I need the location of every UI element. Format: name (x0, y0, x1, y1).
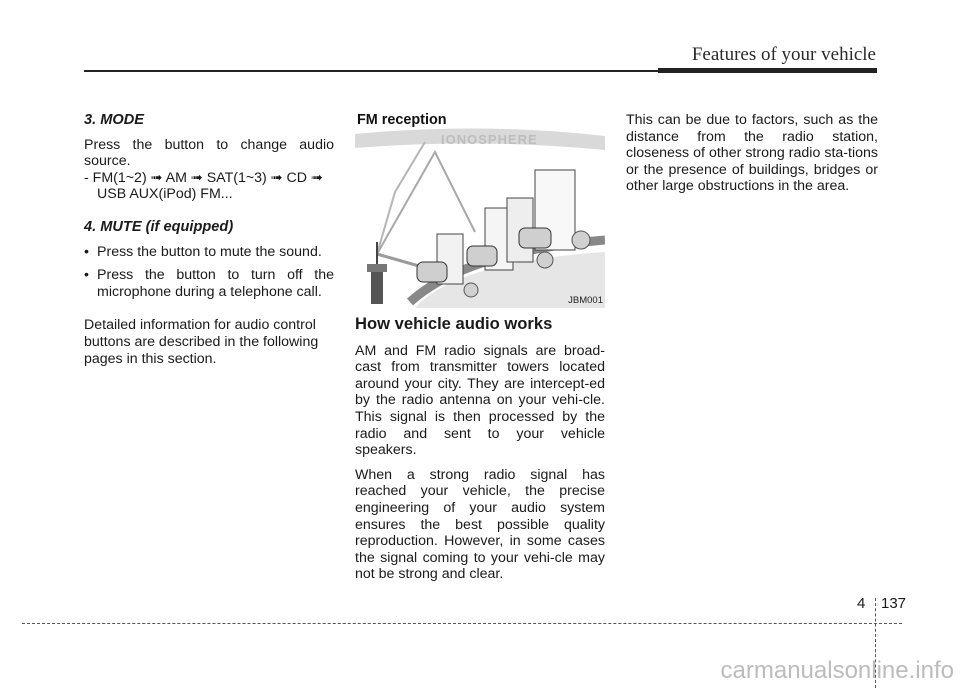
signal-ray (377, 142, 425, 254)
mode-heading: 3. MODE (84, 112, 145, 128)
detail-text: Detailed information for audio control buttons are described in the following pages in this section. (84, 317, 319, 367)
section-heading: How vehicle audio works (355, 314, 553, 333)
mute-heading: 4. MUTE (if equipped) (84, 218, 234, 235)
figure-title: FM reception (357, 112, 447, 128)
car-icon (467, 246, 497, 266)
mute-bullet: • Press the button to turn off the microphone during a telephone call. (84, 267, 334, 300)
column-left (84, 112, 334, 367)
header-title: Features of your vehicle (691, 44, 876, 65)
mode-text: Press the button to change audio source. (84, 136, 334, 170)
ionosphere-label: IONOSPHERE (441, 132, 538, 147)
watermark: carmanualsonline.info (720, 657, 954, 684)
body-paragraph: When a strong radio signal has reached your vehicle, the precise engineering of your audio system ensures the best possible quality reproduction. However, in some cases the signal coming to your vehi-cle may not be strong and clear. (355, 466, 605, 583)
body-paragraph: This can be due to factors, such as the distance from the radio station, closeness of other strong radio sta-tions or the presence of buildings, bridges or other large obstructions in the area. (626, 112, 878, 195)
figure-code: JBM001 (568, 295, 603, 306)
car-icon (519, 228, 551, 248)
body-paragraph: AM and FM radio signals are broad-cast from transmitter towers located around your city. They are intercept-ed by the radio antenna on your vehi-cle. This signal is then processed by the radio and sent to your vehicle speakers. (355, 342, 605, 459)
chapter-number: 4 (857, 595, 866, 612)
column-middle (355, 316, 605, 591)
mode-sequence: - FM(1~2) ➟ AM ➟ SAT(1~3) ➟ CD ➟ USB AUX(iPod) FM... (84, 169, 323, 203)
footer-rule (22, 623, 902, 624)
column-right (626, 112, 878, 195)
car-icon (417, 262, 447, 282)
fm-reception-figure (355, 112, 605, 308)
header-rule-accent (658, 68, 877, 73)
mute-bullet: • Press the button to mute the sound. (84, 244, 334, 261)
page-number: 137 (881, 595, 907, 612)
transmitter-tower-icon (367, 242, 387, 304)
